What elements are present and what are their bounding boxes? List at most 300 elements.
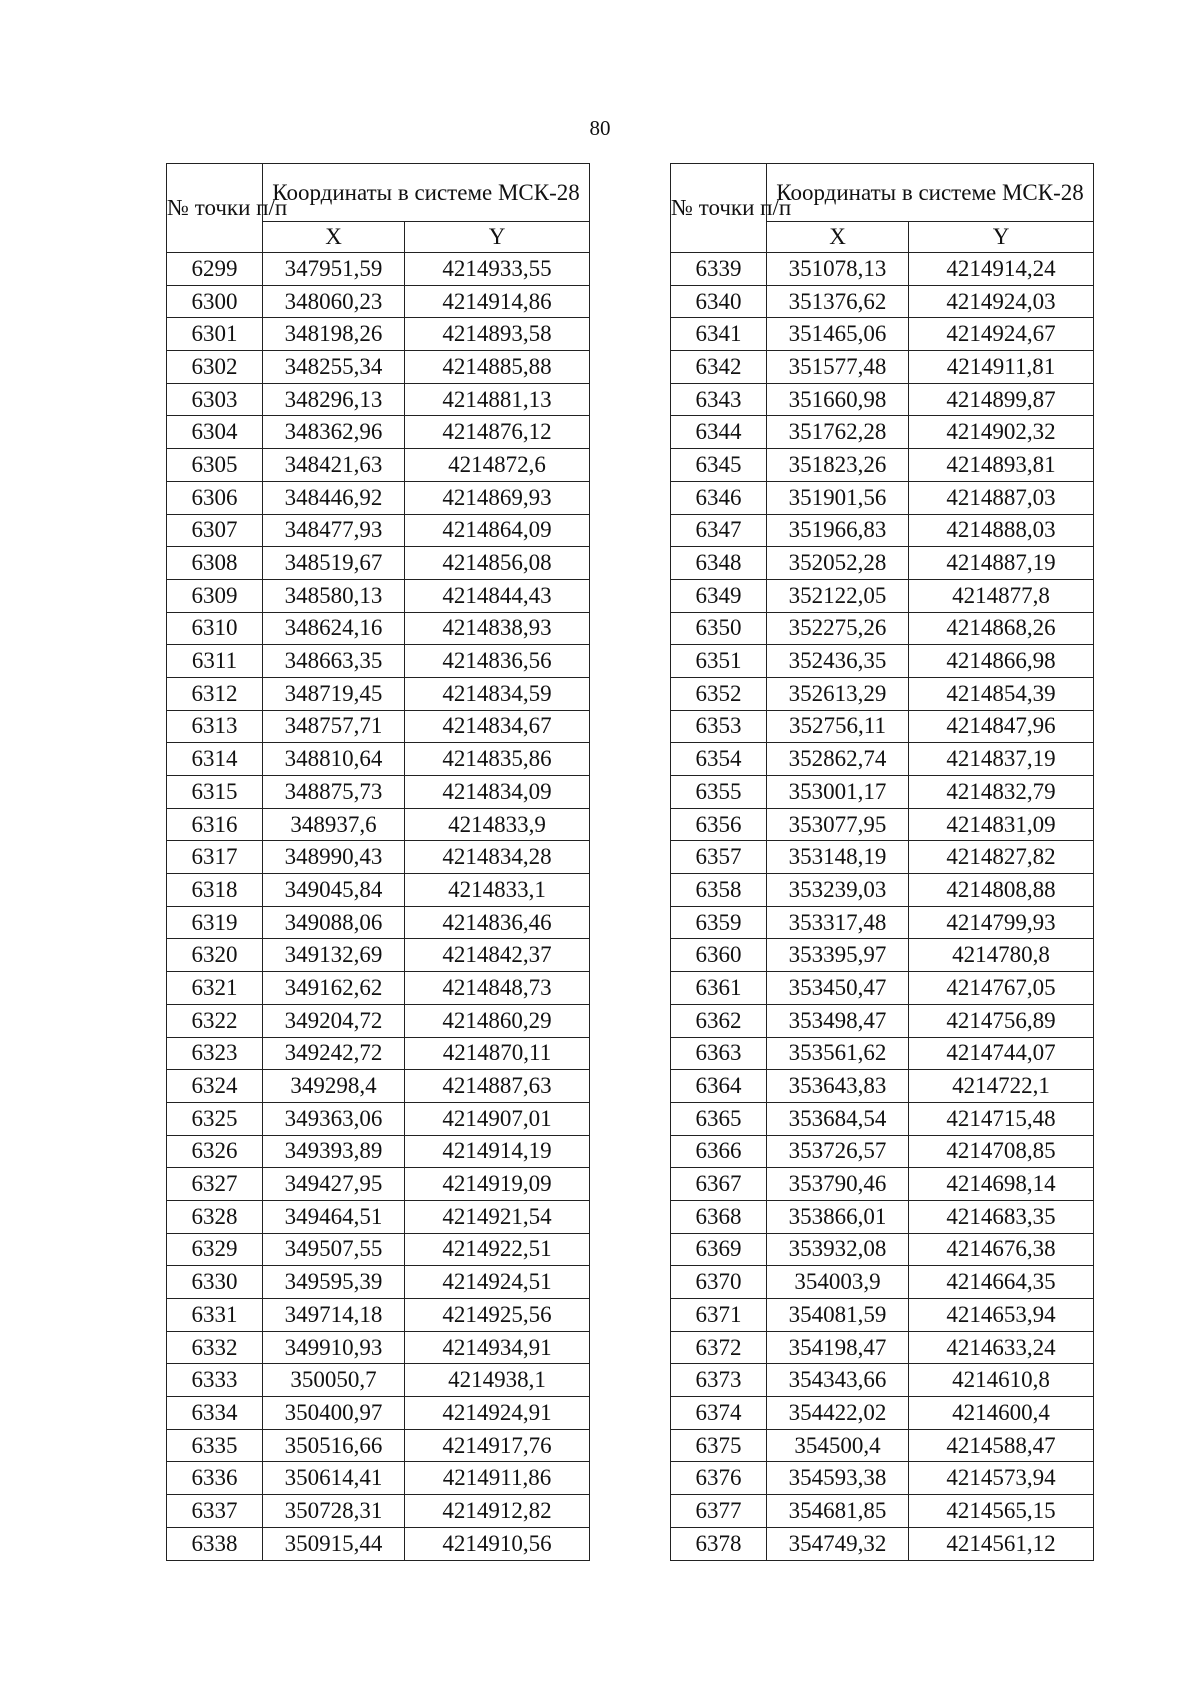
x-coordinate-cell: 353317,48: [767, 906, 909, 939]
x-coordinate-cell: 351966,83: [767, 514, 909, 547]
table-row: [671, 1462, 1094, 1495]
x-coordinate-cell: 349507,55: [263, 1233, 405, 1266]
x-coordinate-cell: 352613,29: [767, 677, 909, 710]
table-row: [167, 514, 590, 547]
table-row: [167, 1462, 590, 1495]
y-coordinate-cell: 4214833,9: [405, 808, 590, 841]
point-number-cell: 6352: [671, 677, 767, 710]
y-coordinate-cell: 4214887,19: [909, 547, 1094, 580]
x-coordinate-cell: 348990,43: [263, 841, 405, 874]
table-row: [167, 253, 590, 286]
point-number-cell: 6304: [167, 416, 263, 449]
point-number-cell: 6331: [167, 1299, 263, 1332]
x-coordinate-cell: 351376,62: [767, 285, 909, 318]
table-row: [671, 514, 1094, 547]
x-coordinate-cell: 348296,13: [263, 383, 405, 416]
x-coordinate-cell: 351823,26: [767, 449, 909, 482]
y-coordinate-cell: 4214924,03: [909, 285, 1094, 318]
point-number-cell: 6313: [167, 710, 263, 743]
y-coordinate-cell: 4214715,48: [909, 1102, 1094, 1135]
table-row: [167, 1102, 590, 1135]
table-row: [167, 1331, 590, 1364]
y-coordinate-cell: 4214565,15: [909, 1495, 1094, 1528]
table-row: [671, 677, 1094, 710]
x-coordinate-cell: 353790,46: [767, 1168, 909, 1201]
point-number-cell: 6370: [671, 1266, 767, 1299]
table-row: [167, 1266, 590, 1299]
x-coordinate-cell: 353643,83: [767, 1070, 909, 1103]
header-point-number: № точки п/п: [167, 164, 263, 253]
header-point-number: № точки п/п: [671, 164, 767, 253]
y-coordinate-cell: 4214831,09: [909, 808, 1094, 841]
x-coordinate-cell: 348255,34: [263, 351, 405, 384]
point-number-cell: 6300: [167, 285, 263, 318]
x-coordinate-cell: 352052,28: [767, 547, 909, 580]
y-coordinate-cell: 4214744,07: [909, 1037, 1094, 1070]
x-coordinate-cell: 352756,11: [767, 710, 909, 743]
point-number-cell: 6376: [671, 1462, 767, 1495]
point-number-cell: 6349: [671, 579, 767, 612]
table-row: [167, 579, 590, 612]
coordinates-table-right: [670, 163, 1094, 1561]
table-row: [167, 1364, 590, 1397]
y-coordinate-cell: 4214893,81: [909, 449, 1094, 482]
table-row: [671, 481, 1094, 514]
point-number-cell: 6374: [671, 1397, 767, 1430]
point-number-cell: 6302: [167, 351, 263, 384]
x-coordinate-cell: 349595,39: [263, 1266, 405, 1299]
point-number-cell: 6363: [671, 1037, 767, 1070]
y-coordinate-cell: 4214683,35: [909, 1200, 1094, 1233]
table-row: [167, 710, 590, 743]
x-coordinate-cell: 349088,06: [263, 906, 405, 939]
table-row: [671, 416, 1094, 449]
y-coordinate-cell: 4214922,51: [405, 1233, 590, 1266]
point-number-cell: 6343: [671, 383, 767, 416]
point-number-cell: 6345: [671, 449, 767, 482]
y-coordinate-cell: 4214860,29: [405, 1004, 590, 1037]
y-coordinate-cell: 4214885,88: [405, 351, 590, 384]
y-coordinate-cell: 4214854,39: [909, 677, 1094, 710]
x-coordinate-cell: 352122,05: [767, 579, 909, 612]
point-number-cell: 6309: [167, 579, 263, 612]
x-coordinate-cell: 349204,72: [263, 1004, 405, 1037]
table-row: [671, 645, 1094, 678]
y-coordinate-cell: 4214848,73: [405, 972, 590, 1005]
y-coordinate-cell: 4214877,8: [909, 579, 1094, 612]
table-row: [671, 318, 1094, 351]
x-coordinate-cell: 349714,18: [263, 1299, 405, 1332]
y-coordinate-cell: 4214924,91: [405, 1397, 590, 1430]
x-coordinate-cell: 354681,85: [767, 1495, 909, 1528]
table-row: [167, 1037, 590, 1070]
x-coordinate-cell: 354593,38: [767, 1462, 909, 1495]
table-row: [671, 710, 1094, 743]
table-row: [167, 351, 590, 384]
table-row: [167, 1070, 590, 1103]
x-coordinate-cell: 353148,19: [767, 841, 909, 874]
x-coordinate-cell: 354081,59: [767, 1299, 909, 1332]
y-coordinate-cell: 4214833,1: [405, 874, 590, 907]
point-number-cell: 6321: [167, 972, 263, 1005]
y-coordinate-cell: 4214664,35: [909, 1266, 1094, 1299]
x-coordinate-cell: 350614,41: [263, 1462, 405, 1495]
y-coordinate-cell: 4214708,85: [909, 1135, 1094, 1168]
table-row: [167, 972, 590, 1005]
point-number-cell: 6354: [671, 743, 767, 776]
point-number-cell: 6325: [167, 1102, 263, 1135]
table-row: [671, 253, 1094, 286]
y-coordinate-cell: 4214834,67: [405, 710, 590, 743]
y-coordinate-cell: 4214676,38: [909, 1233, 1094, 1266]
x-coordinate-cell: 351901,56: [767, 481, 909, 514]
point-number-cell: 6369: [671, 1233, 767, 1266]
point-number-cell: 6328: [167, 1200, 263, 1233]
point-number-cell: 6314: [167, 743, 263, 776]
table-row: [167, 1495, 590, 1528]
y-coordinate-cell: 4214573,94: [909, 1462, 1094, 1495]
table-row: [167, 1429, 590, 1462]
x-coordinate-cell: 353498,47: [767, 1004, 909, 1037]
point-number-cell: 6361: [671, 972, 767, 1005]
table-row: [167, 285, 590, 318]
point-number-cell: 6333: [167, 1364, 263, 1397]
x-coordinate-cell: 353239,03: [767, 874, 909, 907]
point-number-cell: 6364: [671, 1070, 767, 1103]
table-row: [167, 318, 590, 351]
point-number-cell: 6347: [671, 514, 767, 547]
x-coordinate-cell: 354500,4: [767, 1429, 909, 1462]
y-coordinate-cell: 4214924,51: [405, 1266, 590, 1299]
x-coordinate-cell: 353932,08: [767, 1233, 909, 1266]
y-coordinate-cell: 4214881,13: [405, 383, 590, 416]
table-row: [167, 1004, 590, 1037]
y-coordinate-cell: 4214870,11: [405, 1037, 590, 1070]
y-coordinate-cell: 4214907,01: [405, 1102, 590, 1135]
point-number-cell: 6311: [167, 645, 263, 678]
table-row: [671, 351, 1094, 384]
y-coordinate-cell: 4214911,81: [909, 351, 1094, 384]
x-coordinate-cell: 349910,93: [263, 1331, 405, 1364]
table-row: [167, 841, 590, 874]
y-coordinate-cell: 4214914,86: [405, 285, 590, 318]
point-number-cell: 6303: [167, 383, 263, 416]
x-coordinate-cell: 351762,28: [767, 416, 909, 449]
point-number-cell: 6340: [671, 285, 767, 318]
y-coordinate-cell: 4214827,82: [909, 841, 1094, 874]
x-coordinate-cell: 353001,17: [767, 776, 909, 809]
x-coordinate-cell: 348446,92: [263, 481, 405, 514]
header-x: X: [767, 222, 909, 253]
table-row: [671, 743, 1094, 776]
x-coordinate-cell: 354343,66: [767, 1364, 909, 1397]
y-coordinate-cell: 4214698,14: [909, 1168, 1094, 1201]
table-row: [167, 874, 590, 907]
point-number-cell: 6356: [671, 808, 767, 841]
point-number-cell: 6330: [167, 1266, 263, 1299]
table-row: [167, 1527, 590, 1560]
x-coordinate-cell: 353726,57: [767, 1135, 909, 1168]
table-row: [167, 645, 590, 678]
table-row: [671, 1495, 1094, 1528]
y-coordinate-cell: 4214925,56: [405, 1299, 590, 1332]
y-coordinate-cell: 4214799,93: [909, 906, 1094, 939]
y-coordinate-cell: 4214864,09: [405, 514, 590, 547]
x-coordinate-cell: 351465,06: [767, 318, 909, 351]
table-row: [671, 972, 1094, 1005]
y-coordinate-cell: 4214914,24: [909, 253, 1094, 286]
y-coordinate-cell: 4214888,03: [909, 514, 1094, 547]
y-coordinate-cell: 4214934,91: [405, 1331, 590, 1364]
point-number-cell: 6346: [671, 481, 767, 514]
point-number-cell: 6320: [167, 939, 263, 972]
point-number-cell: 6357: [671, 841, 767, 874]
y-coordinate-cell: 4214835,86: [405, 743, 590, 776]
table-row: [671, 1070, 1094, 1103]
x-coordinate-cell: 348362,96: [263, 416, 405, 449]
point-number-cell: 6351: [671, 645, 767, 678]
y-coordinate-cell: 4214844,43: [405, 579, 590, 612]
y-coordinate-cell: 4214872,6: [405, 449, 590, 482]
y-coordinate-cell: 4214808,88: [909, 874, 1094, 907]
point-number-cell: 6350: [671, 612, 767, 645]
point-number-cell: 6305: [167, 449, 263, 482]
table-row: [671, 1004, 1094, 1037]
x-coordinate-cell: 353450,47: [767, 972, 909, 1005]
table-body-right: [671, 253, 1094, 1561]
x-coordinate-cell: 354003,9: [767, 1266, 909, 1299]
table-row: [167, 776, 590, 809]
y-coordinate-cell: 4214876,12: [405, 416, 590, 449]
point-number-cell: 6319: [167, 906, 263, 939]
point-number-cell: 6316: [167, 808, 263, 841]
y-coordinate-cell: 4214868,26: [909, 612, 1094, 645]
x-coordinate-cell: 348757,71: [263, 710, 405, 743]
point-number-cell: 6378: [671, 1527, 767, 1560]
x-coordinate-cell: 353395,97: [767, 939, 909, 972]
table-row: [671, 1168, 1094, 1201]
table-row: [671, 1102, 1094, 1135]
y-coordinate-cell: 4214834,28: [405, 841, 590, 874]
table-row: [671, 1397, 1094, 1430]
x-coordinate-cell: 353684,54: [767, 1102, 909, 1135]
table-row: [671, 874, 1094, 907]
y-coordinate-cell: 4214856,08: [405, 547, 590, 580]
x-coordinate-cell: 353866,01: [767, 1200, 909, 1233]
x-coordinate-cell: 349298,4: [263, 1070, 405, 1103]
page-number: 80: [589, 116, 611, 140]
table-row: [671, 776, 1094, 809]
point-number-cell: 6366: [671, 1135, 767, 1168]
y-coordinate-cell: 4214842,37: [405, 939, 590, 972]
y-coordinate-cell: 4214887,63: [405, 1070, 590, 1103]
table-row: [671, 841, 1094, 874]
x-coordinate-cell: 349363,06: [263, 1102, 405, 1135]
x-coordinate-cell: 348624,16: [263, 612, 405, 645]
y-coordinate-cell: 4214869,93: [405, 481, 590, 514]
y-coordinate-cell: 4214866,98: [909, 645, 1094, 678]
table-row: [671, 906, 1094, 939]
x-coordinate-cell: 350050,7: [263, 1364, 405, 1397]
x-coordinate-cell: 350915,44: [263, 1527, 405, 1560]
y-coordinate-cell: 4214921,54: [405, 1200, 590, 1233]
table-row: [671, 1200, 1094, 1233]
y-coordinate-cell: 4214780,8: [909, 939, 1094, 972]
point-number-cell: 6307: [167, 514, 263, 547]
table-row: [671, 1233, 1094, 1266]
y-coordinate-cell: 4214561,12: [909, 1527, 1094, 1560]
y-coordinate-cell: 4214893,58: [405, 318, 590, 351]
table-row: [671, 285, 1094, 318]
table-row: [671, 1135, 1094, 1168]
x-coordinate-cell: 354422,02: [767, 1397, 909, 1430]
x-coordinate-cell: 348875,73: [263, 776, 405, 809]
y-coordinate-cell: 4214914,19: [405, 1135, 590, 1168]
table-row: [167, 808, 590, 841]
x-coordinate-cell: 349045,84: [263, 874, 405, 907]
point-number-cell: 6360: [671, 939, 767, 972]
point-number-cell: 6310: [167, 612, 263, 645]
table-row: [671, 808, 1094, 841]
x-coordinate-cell: 348719,45: [263, 677, 405, 710]
table-row: [167, 449, 590, 482]
table-row: [167, 1135, 590, 1168]
y-coordinate-cell: 4214924,67: [909, 318, 1094, 351]
y-coordinate-cell: 4214633,24: [909, 1331, 1094, 1364]
point-number-cell: 6299: [167, 253, 263, 286]
y-coordinate-cell: 4214836,56: [405, 645, 590, 678]
point-number-cell: 6362: [671, 1004, 767, 1037]
point-number-cell: 6332: [167, 1331, 263, 1364]
table-row: [671, 1364, 1094, 1397]
point-number-cell: 6315: [167, 776, 263, 809]
point-number-cell: 6353: [671, 710, 767, 743]
header-coordinates: Координаты в системе МСК-28: [263, 164, 590, 222]
y-coordinate-cell: 4214588,47: [909, 1429, 1094, 1462]
table-row: [167, 481, 590, 514]
point-number-cell: 6337: [167, 1495, 263, 1528]
point-number-cell: 6327: [167, 1168, 263, 1201]
y-coordinate-cell: 4214756,89: [909, 1004, 1094, 1037]
point-number-cell: 6335: [167, 1429, 263, 1462]
y-coordinate-cell: 4214722,1: [909, 1070, 1094, 1103]
point-number-cell: 6372: [671, 1331, 767, 1364]
y-coordinate-cell: 4214838,93: [405, 612, 590, 645]
y-coordinate-cell: 4214911,86: [405, 1462, 590, 1495]
table-row: [671, 1527, 1094, 1560]
x-coordinate-cell: 352862,74: [767, 743, 909, 776]
header-y: Y: [405, 222, 590, 253]
point-number-cell: 6322: [167, 1004, 263, 1037]
y-coordinate-cell: 4214610,8: [909, 1364, 1094, 1397]
point-number-cell: 6355: [671, 776, 767, 809]
y-coordinate-cell: 4214834,09: [405, 776, 590, 809]
point-number-cell: 6323: [167, 1037, 263, 1070]
table-row: [671, 449, 1094, 482]
y-coordinate-cell: 4214836,46: [405, 906, 590, 939]
table-row: [167, 547, 590, 580]
y-coordinate-cell: 4214917,76: [405, 1429, 590, 1462]
point-number-cell: 6371: [671, 1299, 767, 1332]
x-coordinate-cell: 351660,98: [767, 383, 909, 416]
table-row: [167, 1299, 590, 1332]
y-coordinate-cell: 4214887,03: [909, 481, 1094, 514]
x-coordinate-cell: 348937,6: [263, 808, 405, 841]
x-coordinate-cell: 349464,51: [263, 1200, 405, 1233]
point-number-cell: 6306: [167, 481, 263, 514]
table-row: [167, 383, 590, 416]
table-row: [671, 1037, 1094, 1070]
y-coordinate-cell: 4214847,96: [909, 710, 1094, 743]
point-number-cell: 6359: [671, 906, 767, 939]
point-number-cell: 6317: [167, 841, 263, 874]
header-coordinates: Координаты в системе МСК-28: [767, 164, 1094, 222]
x-coordinate-cell: 354198,47: [767, 1331, 909, 1364]
point-number-cell: 6301: [167, 318, 263, 351]
header-y: Y: [909, 222, 1094, 253]
y-coordinate-cell: 4214600,4: [909, 1397, 1094, 1430]
point-number-cell: 6308: [167, 547, 263, 580]
x-coordinate-cell: 350516,66: [263, 1429, 405, 1462]
x-coordinate-cell: 349162,62: [263, 972, 405, 1005]
point-number-cell: 6342: [671, 351, 767, 384]
x-coordinate-cell: 348519,67: [263, 547, 405, 580]
x-coordinate-cell: 348477,93: [263, 514, 405, 547]
y-coordinate-cell: 4214837,19: [909, 743, 1094, 776]
point-number-cell: 6344: [671, 416, 767, 449]
point-number-cell: 6348: [671, 547, 767, 580]
x-coordinate-cell: 348663,35: [263, 645, 405, 678]
table-row: [671, 939, 1094, 972]
x-coordinate-cell: 352436,35: [767, 645, 909, 678]
y-coordinate-cell: 4214899,87: [909, 383, 1094, 416]
table-row: [167, 939, 590, 972]
x-coordinate-cell: 348421,63: [263, 449, 405, 482]
x-coordinate-cell: 348580,13: [263, 579, 405, 612]
table-row: [167, 906, 590, 939]
table-row: [167, 677, 590, 710]
x-coordinate-cell: 347951,59: [263, 253, 405, 286]
point-number-cell: 6341: [671, 318, 767, 351]
point-number-cell: 6336: [167, 1462, 263, 1495]
table-row: [167, 1168, 590, 1201]
table-row: [167, 416, 590, 449]
x-coordinate-cell: 349132,69: [263, 939, 405, 972]
x-coordinate-cell: 349242,72: [263, 1037, 405, 1070]
y-coordinate-cell: 4214933,55: [405, 253, 590, 286]
table-row: [167, 612, 590, 645]
point-number-cell: 6324: [167, 1070, 263, 1103]
point-number-cell: 6334: [167, 1397, 263, 1430]
x-coordinate-cell: 349427,95: [263, 1168, 405, 1201]
x-coordinate-cell: 351078,13: [767, 253, 909, 286]
table-row: [671, 1331, 1094, 1364]
table-row: [671, 579, 1094, 612]
table-row: [167, 1233, 590, 1266]
y-coordinate-cell: 4214919,09: [405, 1168, 590, 1201]
y-coordinate-cell: 4214902,32: [909, 416, 1094, 449]
y-coordinate-cell: 4214912,82: [405, 1495, 590, 1528]
x-coordinate-cell: 350728,31: [263, 1495, 405, 1528]
x-coordinate-cell: 348810,64: [263, 743, 405, 776]
table-row: [671, 1266, 1094, 1299]
point-number-cell: 6377: [671, 1495, 767, 1528]
table-row: [671, 1429, 1094, 1462]
table-row: [671, 612, 1094, 645]
y-coordinate-cell: 4214834,59: [405, 677, 590, 710]
y-coordinate-cell: 4214767,05: [909, 972, 1094, 1005]
table-row: [671, 1299, 1094, 1332]
